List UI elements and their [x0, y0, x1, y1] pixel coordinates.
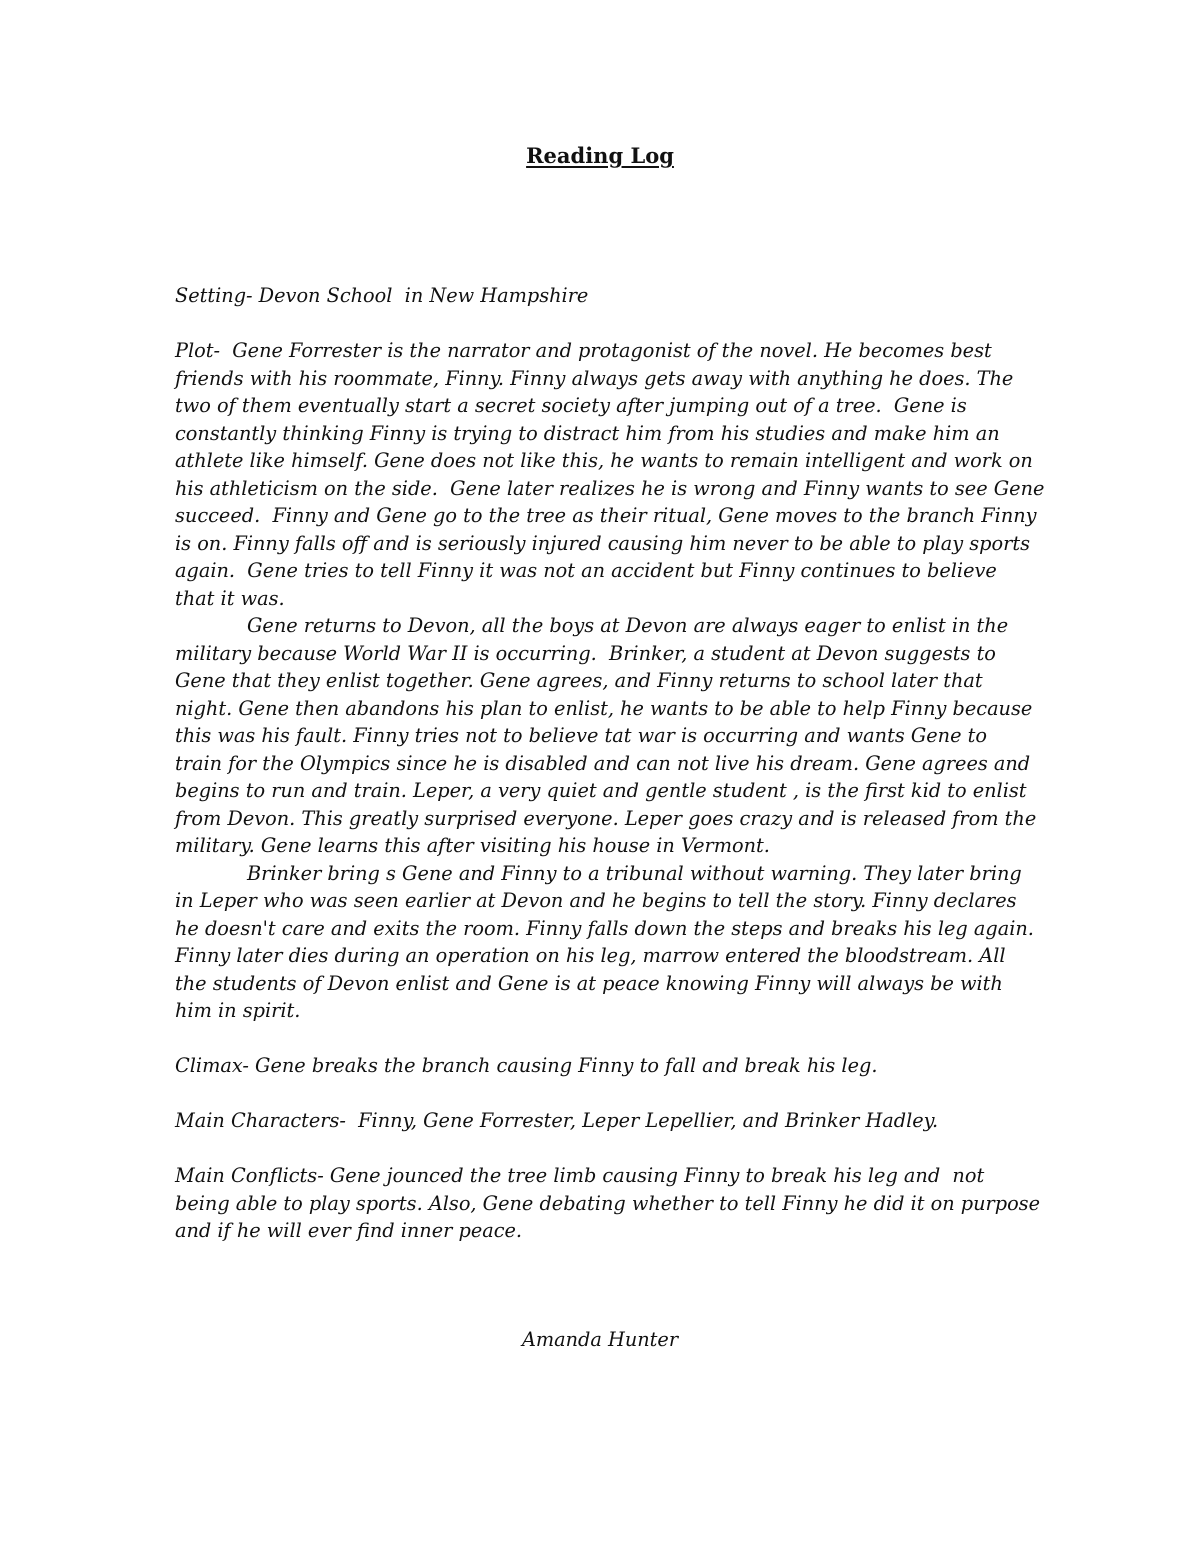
- text-line: military. Gene learns this after visiting his house in Vermont.: [175, 834, 770, 857]
- text-line: again. Gene tries to tell Finny it was not an accident but Finny continues to believe: [175, 559, 997, 582]
- conflicts-paragraph: [175, 1162, 1040, 1245]
- text-line: that it was.: [175, 586, 285, 610]
- plot-paragraph-3: [175, 860, 1034, 1025]
- text-line: friends with his roommate, Finny. Finny always gets away with anything he does. The: [175, 366, 1014, 390]
- author-signature: Amanda Hunter: [521, 1328, 679, 1351]
- text-line: is on. Finny falls off and is seriously injured causing him never to be able to play sports: [175, 531, 1030, 555]
- text-line: in Leper who was seen earlier at Devon and he begins to tell the story. Finny declares: [175, 889, 1017, 912]
- text-line: Brinker bring s Gene and Finny to a tribunal without warning. They later bring: [247, 861, 1022, 885]
- paragraph-gap: [175, 1025, 1025, 1053]
- page-title: Reading Log: [526, 143, 674, 168]
- text-line: this was his fault. Finny tries not to believe tat war is occurring and wants Gene to: [175, 724, 987, 747]
- characters-line: Main Characters- Finny, Gene Forrester, Leper Lepellier, and Brinker Hadley.: [175, 1109, 939, 1132]
- text-line: succeed. Finny and Gene go to the tree as their ritual, Gene moves to the branch Finny: [175, 504, 1037, 527]
- text-line: his athleticism on the side. Gene later realizes he is wrong and Finny wants to see Gene: [175, 476, 1045, 500]
- setting-line: Setting- Devon School in New Hampshire: [175, 284, 589, 307]
- text-line: the students of Devon enlist and Gene is at peace knowing Finny will always be with: [175, 971, 1003, 995]
- text-line: Main Conflicts- Gene jounced the tree limb causing Finny to break his leg and not: [175, 1164, 985, 1187]
- paragraph-gap: [175, 1080, 1025, 1108]
- plot-paragraph-2: [175, 612, 1037, 860]
- text-line: athlete like himself. Gene does not like this, he wants to remain intelligent and work on: [175, 449, 1033, 472]
- text-line: two of them eventually start a secret society after jumping out of a tree. Gene is: [175, 394, 967, 417]
- text-line: Plot- Gene Forrester is the narrator and protagonist of the novel. He becomes best: [175, 339, 992, 362]
- document-body: [175, 282, 1045, 1245]
- climax-line: Climax- Gene breaks the branch causing Finny to fall and break his leg.: [175, 1054, 878, 1077]
- text-line: constantly thinking Finny is trying to distract him from his studies and make him an: [175, 421, 1000, 445]
- text-line: being able to play sports. Also, Gene debating whether to tell Finny he did it on purpose: [175, 1191, 1040, 1215]
- text-line: him in spirit.: [175, 999, 301, 1022]
- text-line: train for the Olympics since he is disabled and can not live his dream. Gene agrees and: [175, 751, 1031, 775]
- text-line: military because World War II is occurring. Brinker, a student at Devon suggests to: [175, 641, 996, 665]
- text-line: he doesn't care and exits the room. Finny falls down the steps and breaks his leg again.: [175, 916, 1034, 940]
- plot-paragraph: [175, 337, 1045, 612]
- paragraph-gap: [175, 1135, 1025, 1163]
- text-line: Gene that they enlist together. Gene agrees, and Finny returns to school later that: [175, 669, 983, 692]
- text-line: Gene returns to Devon, all the boys at Devon are always eager to enlist in the: [247, 614, 1009, 637]
- text-line: night. Gene then abandons his plan to enlist, he wants to be able to help Finny because: [175, 696, 1033, 720]
- text-line: from Devon. This greatly surprised everyone. Leper goes crazy and is released from the: [175, 806, 1037, 830]
- text-line: and if he will ever find inner peace.: [175, 1219, 523, 1242]
- text-line: begins to run and train. Leper, a very quiet and gentle student , is the first kid to enlist: [175, 779, 1027, 802]
- paragraph-gap: [175, 310, 1025, 338]
- text-line: Finny later dies during an operation on his leg, marrow entered the bloodstream. All: [175, 944, 1006, 967]
